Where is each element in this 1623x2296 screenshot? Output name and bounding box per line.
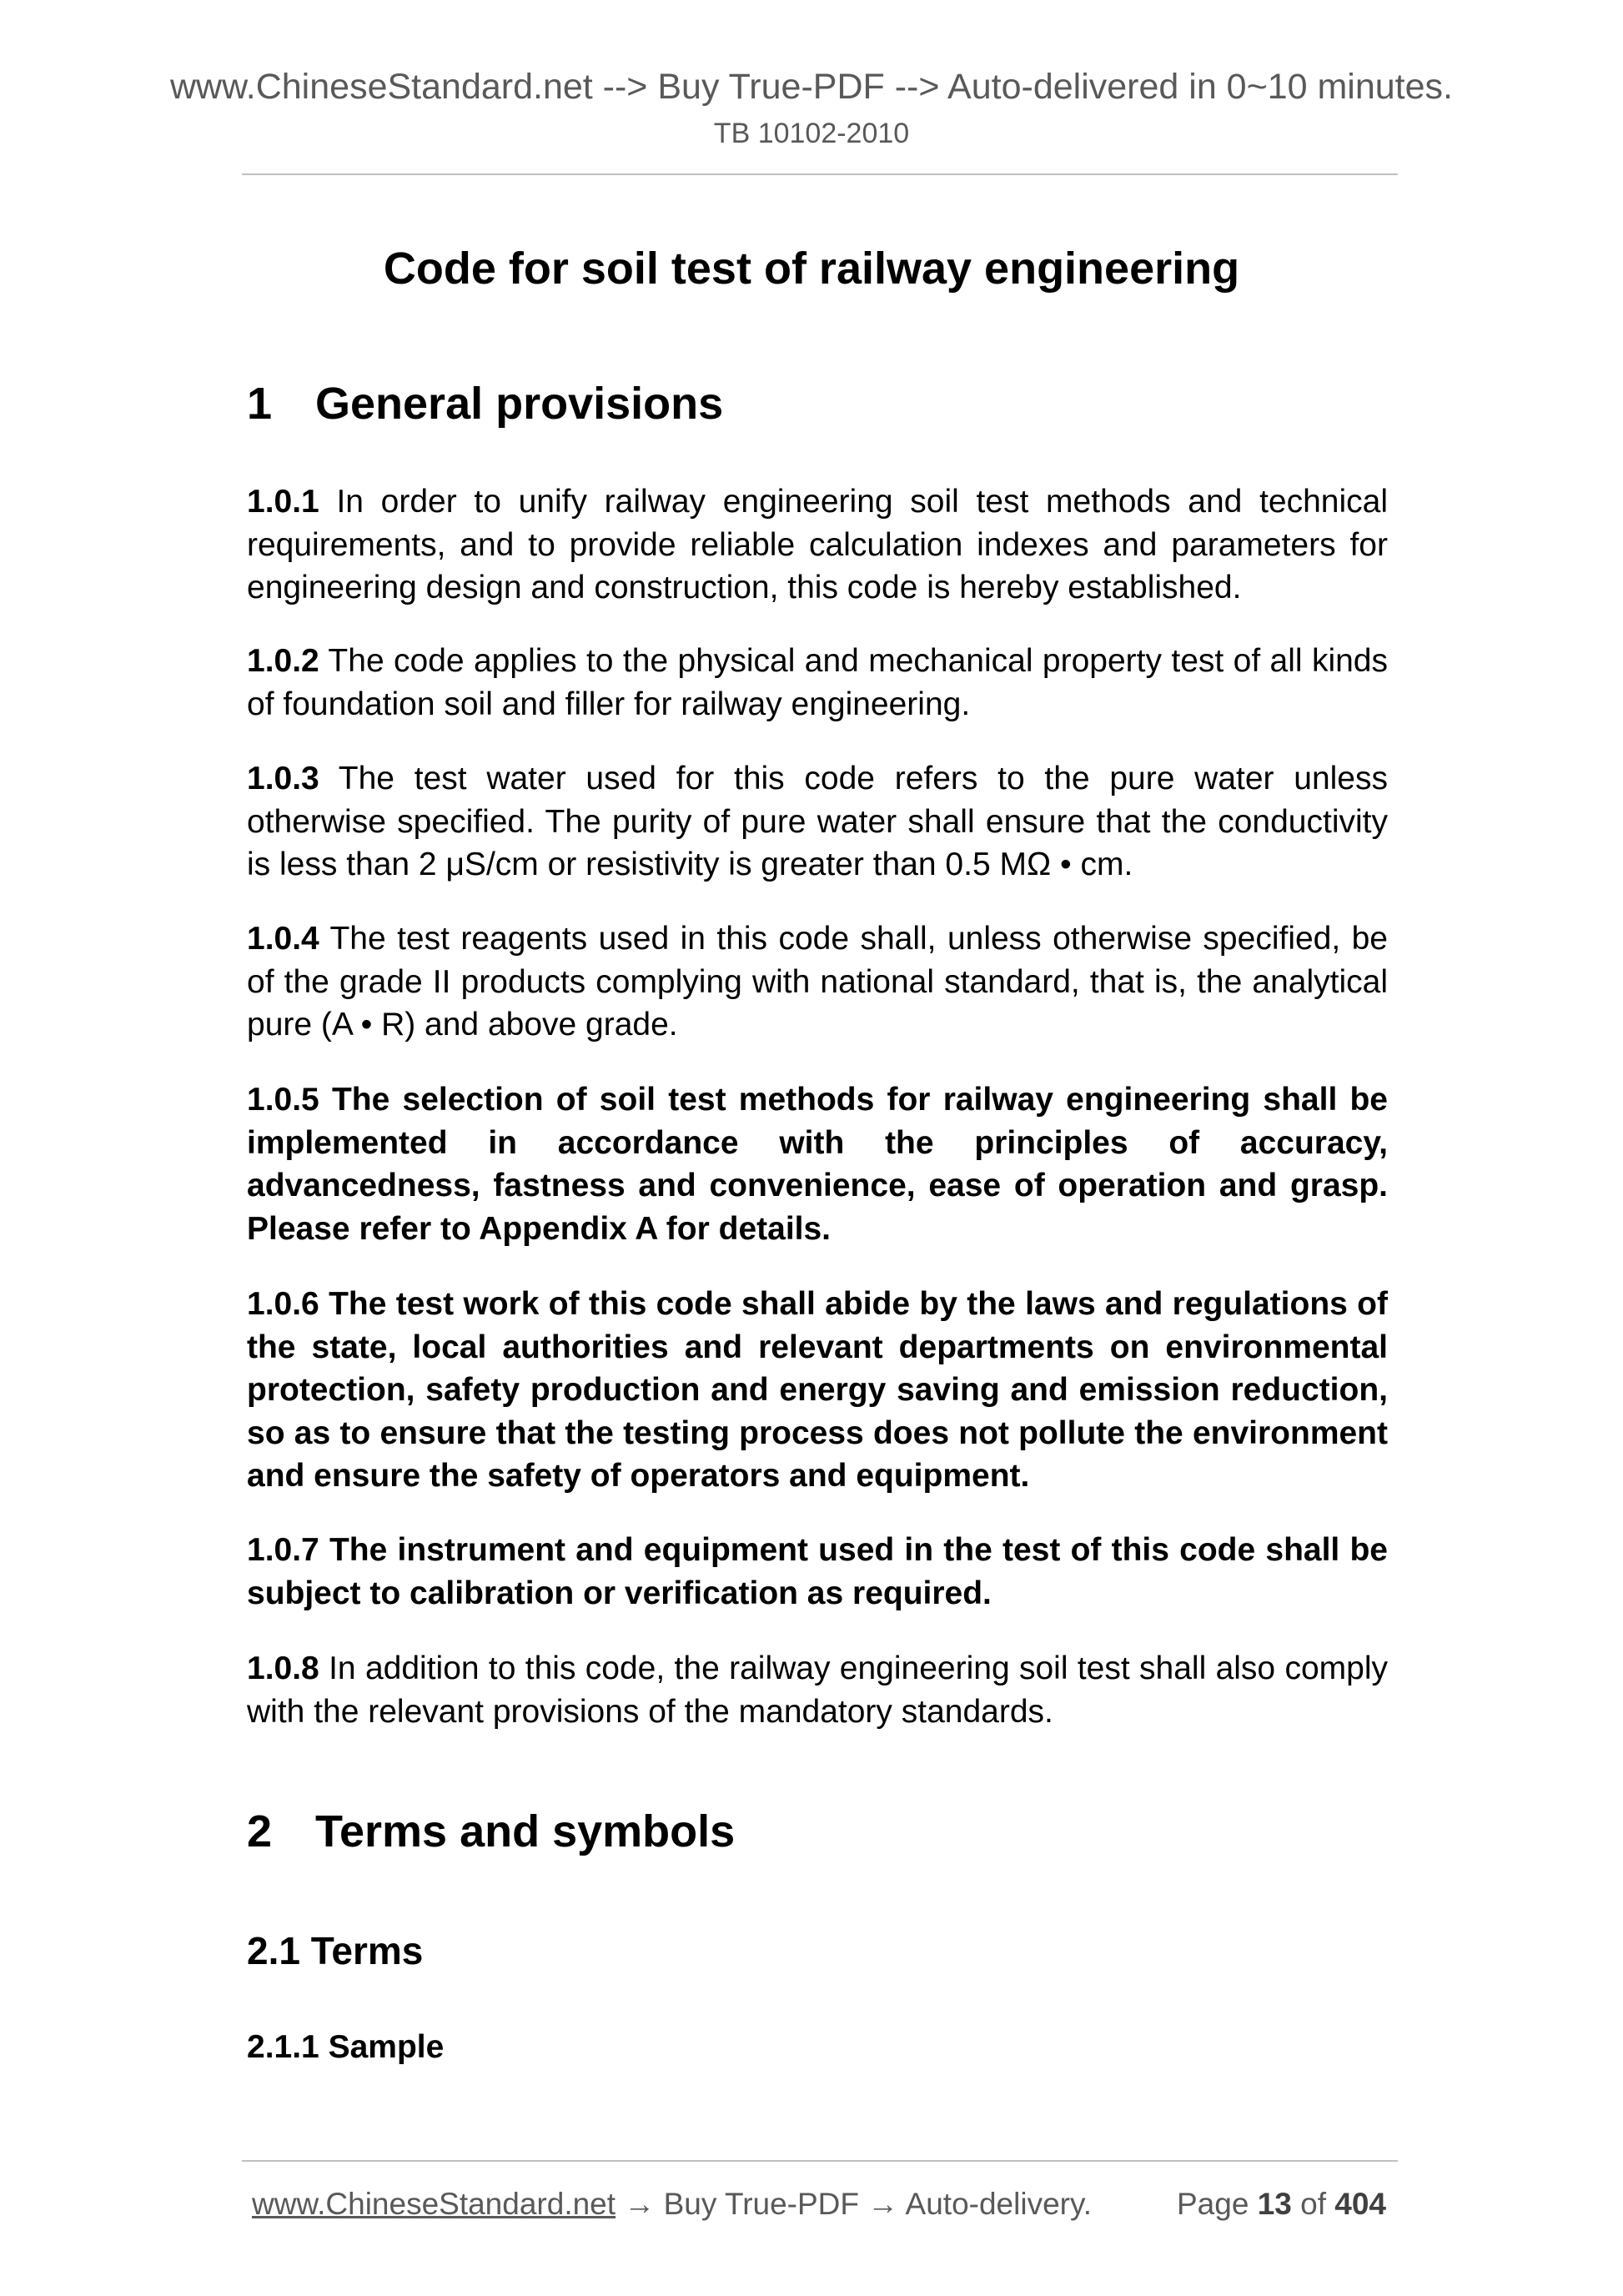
footer [252, 2183, 1386, 2226]
footer-links [252, 2183, 1092, 2226]
section-1-title: General provisions [315, 379, 724, 429]
arrow-icon: → [624, 2187, 656, 2221]
clause-1-0-8 [247, 1647, 1388, 1733]
document-code: TB 10102-2010 [713, 118, 910, 149]
clause-1-0-4 [247, 917, 1388, 1047]
header-banner: www.ChineseStandard.net --> Buy True-PDF --> Auto-delivered in 0~10 minutes. [169, 67, 1453, 107]
section-2-title: Terms and symbols [315, 1806, 736, 1856]
arrow-icon: → [867, 2187, 899, 2221]
current-page: 13 [1257, 2187, 1292, 2221]
clause-1-0-7 [247, 1529, 1388, 1615]
total-pages: 404 [1334, 2187, 1386, 2221]
clause-text: The test reagents used in this code shall, unless otherwise specified, be of the grade II products complying with national standard, that is, the analytical pure (A • R) and above grade. [247, 921, 1388, 1042]
clause-number: 1.0.7 [247, 1532, 319, 1568]
clause-1-0-1 [247, 480, 1388, 610]
clause-number: 1.0.3 [247, 761, 319, 796]
clause-text: The selection of soil test methods for railway engineering shall be implemented in accordance with the principles of accuracy, advancedness, fastness and convenience, ease of operation and grasp. Please refer to Appendix A for details. [247, 1082, 1388, 1247]
footer-buy-link: Buy True-PDF [663, 2187, 860, 2221]
section-1-number: 1 [247, 379, 273, 429]
clause-1-0-2 [247, 640, 1388, 726]
footer-delivery-text: Auto-delivery. [905, 2187, 1093, 2221]
footer-site-link[interactable]: www.ChineseStandard.net [252, 2187, 616, 2221]
clause-number: 1.0.8 [247, 1650, 319, 1686]
clause-text: The instrument and equipment used in the test of this code shall be subject to calibration or verification as required. [247, 1532, 1388, 1611]
clause-number: 1.0.2 [247, 643, 319, 679]
section-2-heading [247, 1805, 735, 1858]
subsection-2-1-1-heading: 2.1.1 Sample [247, 2029, 445, 2065]
section-2-number: 2 [247, 1806, 273, 1856]
clause-1-0-5 [247, 1078, 1388, 1250]
clause-number: 1.0.6 [247, 1286, 319, 1322]
clause-number: 1.0.4 [247, 921, 319, 957]
clause-text: In addition to this code, the railway engineering soil test shall also comply with the relevant provisions of the mandatory standards. [247, 1650, 1388, 1730]
clause-text: The test work of this code shall abide by the laws and regulations of the state, local authorities and relevant departments on environmental protection, safety production and energy saving and emission reduction, so as to ensure that the testing process does not pollute the environment and ensure the safety of operators and equipment. [247, 1286, 1388, 1494]
document-title: Code for soil test of railway engineering [383, 244, 1240, 294]
clause-text: In order to unify railway engineering soil test methods and technical requirements, and to provide reliable calculation indexes and parameters for engineering design and construction, this code is hereby established. [247, 484, 1388, 605]
page-indicator [1177, 2183, 1386, 2226]
footer-divider [242, 2160, 1398, 2162]
clause-1-0-6 [247, 1283, 1388, 1498]
header-divider [242, 173, 1398, 175]
clause-1-0-3 [247, 757, 1388, 887]
clause-number: 1.0.1 [247, 484, 319, 520]
section-1-heading [247, 377, 723, 430]
of-word: of [1300, 2187, 1326, 2221]
subsection-2-1-heading: 2.1 Terms [247, 1929, 424, 1972]
page-word: Page [1176, 2187, 1249, 2221]
clause-text: The code applies to the physical and mechanical property test of all kinds of foundation soil and filler for railway engineering. [247, 643, 1388, 722]
clause-text: The test water used for this code refers to the pure water unless otherwise specified. The purity of pure water shall ensure that the conductivity is less than 2 μS/cm or resistivity is greater than 0.5 MΩ • cm. [247, 761, 1388, 882]
clause-number: 1.0.5 [247, 1082, 319, 1118]
